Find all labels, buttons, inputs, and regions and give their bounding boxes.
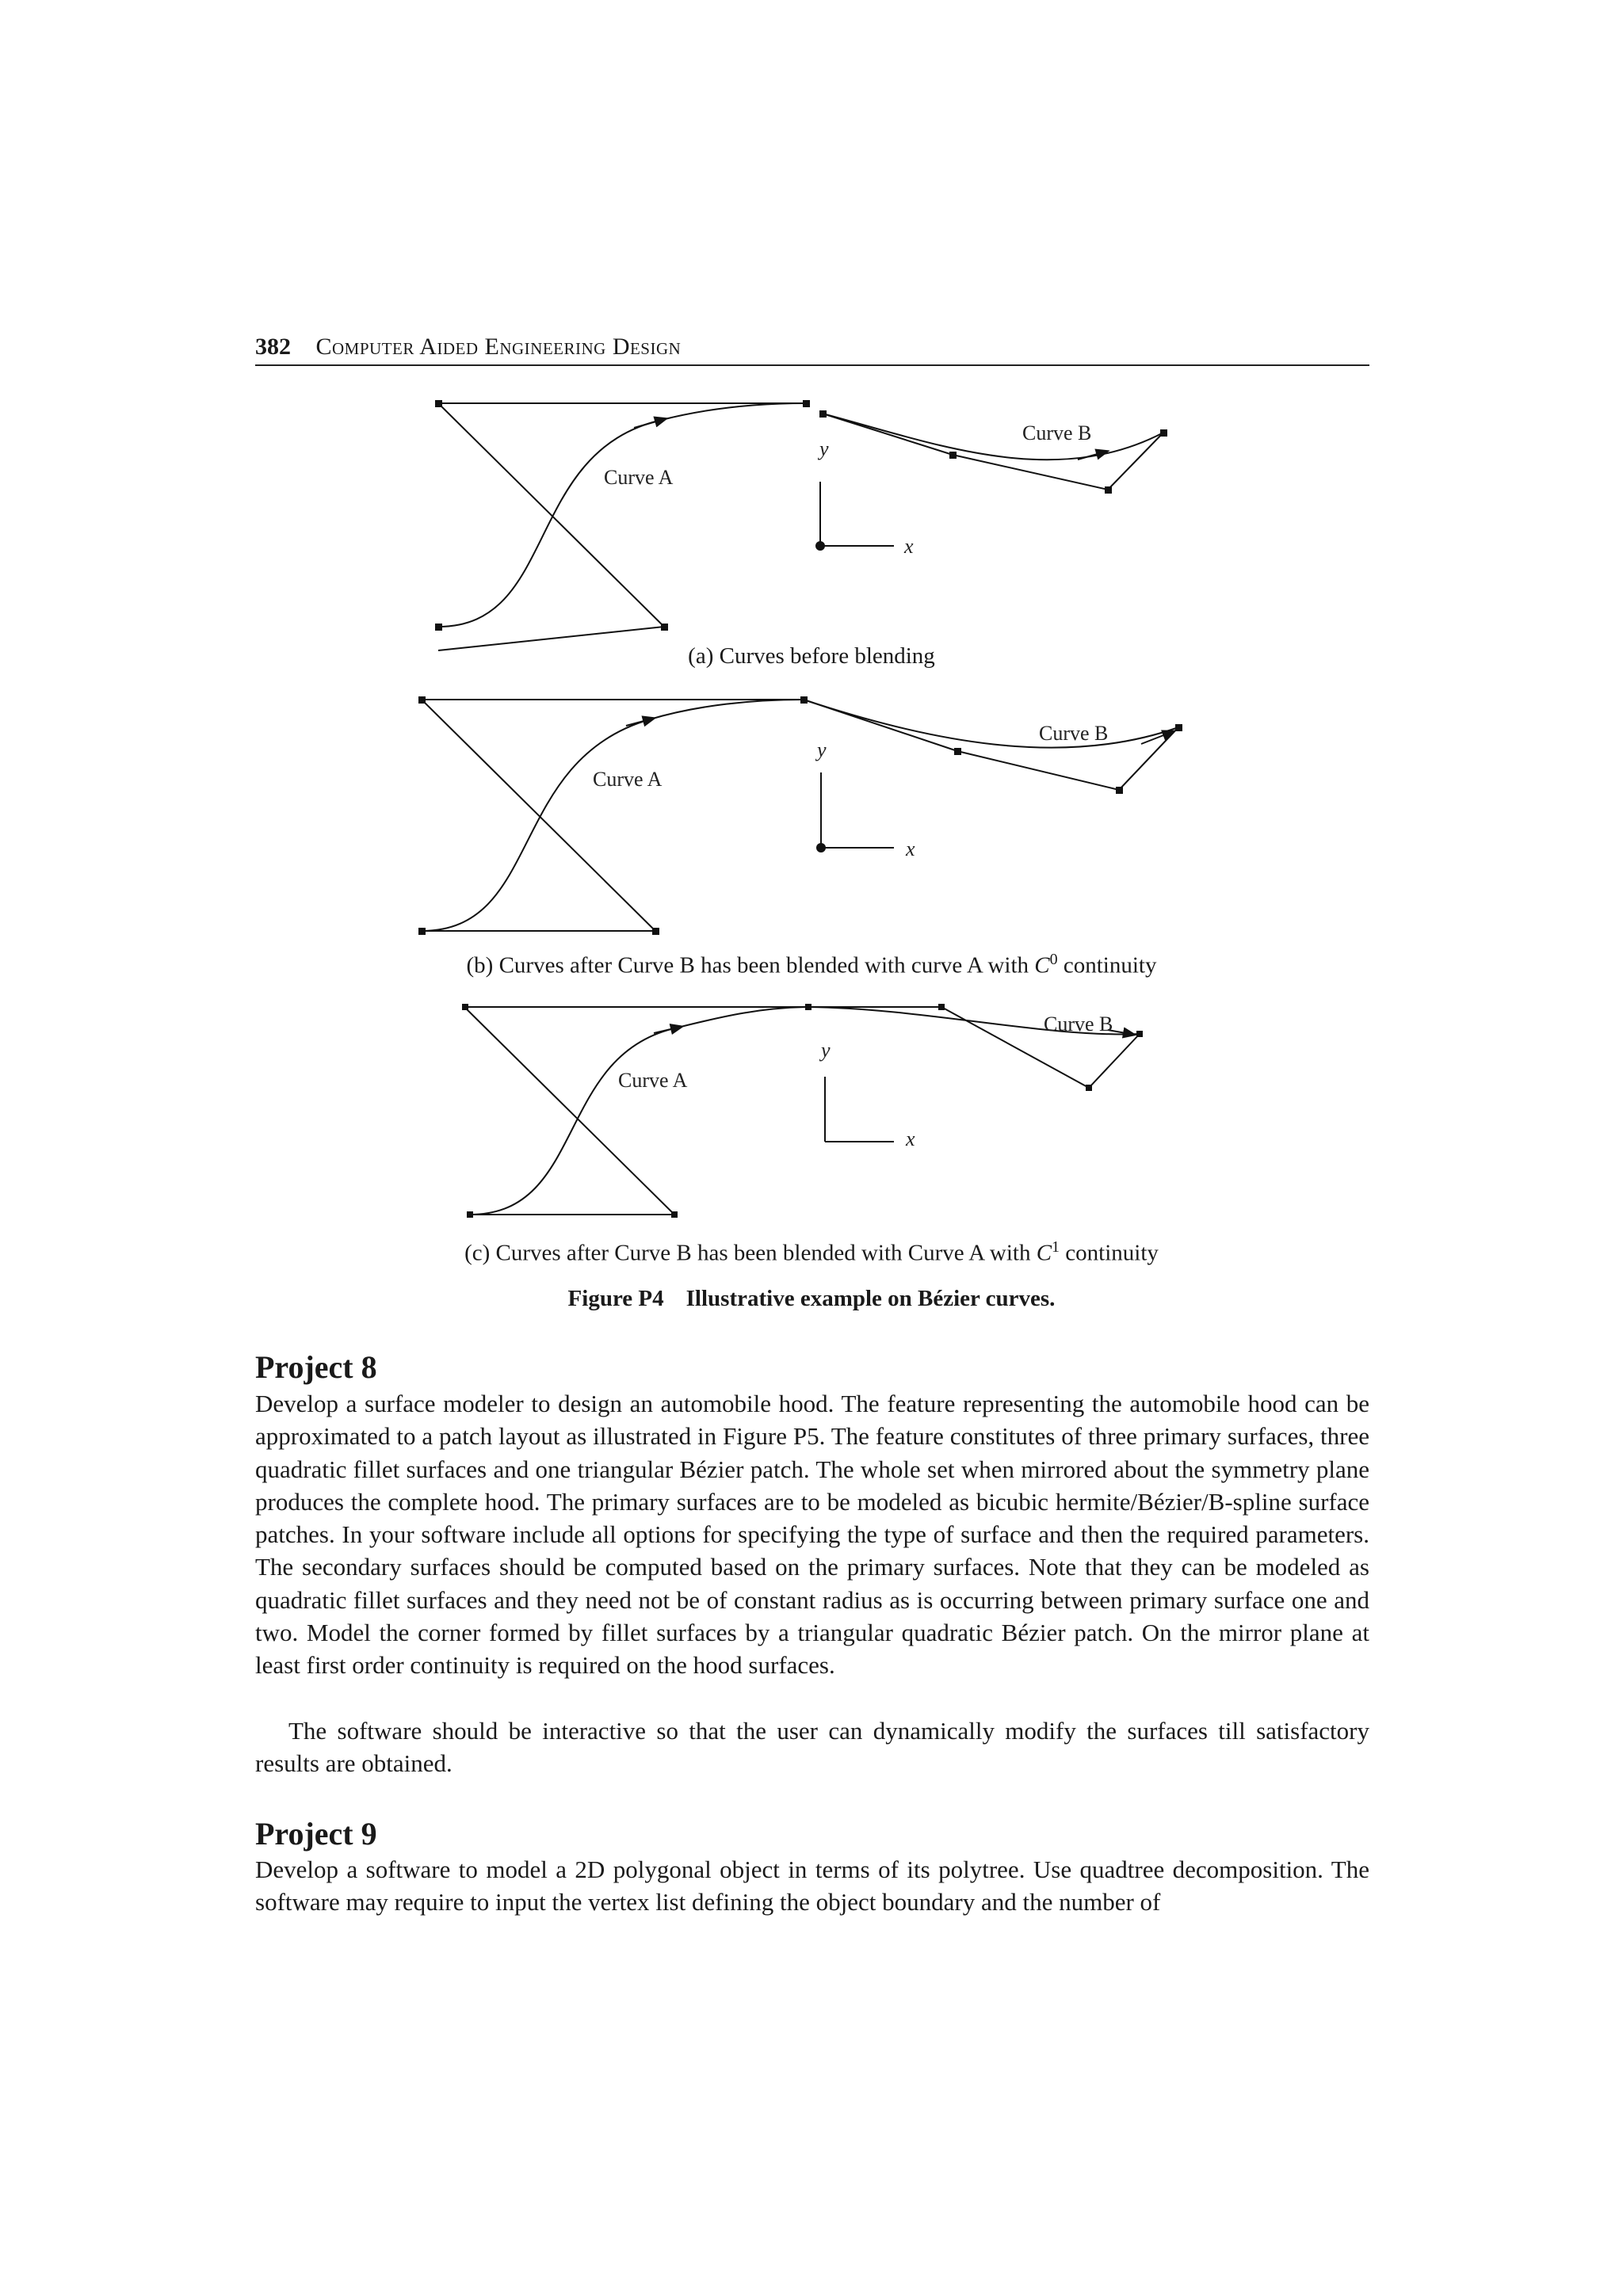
project-8-paragraph-1: Develop a surface modeler to design an automobile hood. The feature representing the automobile hood can be approximated to a patch layout as illustrated in Figure P5. The feature constitutes of three primary surfaces, three quadratic fillet surfaces and one triangular Bézier patch. The whole set when mirrored about the symmetry plane produces the complete hood. The primary surfaces are to be modeled as bicubic hermite/Bézier/B-spline surface patches. In your software include all options for specifying the type of surface and then the required parameters. The secondary surfaces should be computed based on the primary surfaces. Note that they can be modeled as quadratic fillet surfaces and they need not be of constant radius as is occurring between primary surface one and two. Model the corner formed by fillet surfaces by a triangular quadratic Bézier patch. On the mirror plane at least first order continuity is required on the hood surfaces. xyxy=(255,1390,1369,1680)
axis-x-label: x xyxy=(904,535,914,558)
page-number: 382 xyxy=(255,334,291,360)
curve-a xyxy=(422,700,804,931)
project-9-paragraph-1: Develop a software to model a 2D polygonal object in terms of its polytree. Use quadtree decomposition. The software may require to input the vertex list defining the object boundary and the number of xyxy=(255,1855,1369,1917)
axis-y-label: y xyxy=(821,1039,831,1062)
axes xyxy=(816,772,894,852)
caption-text: (c) Curves after Curve B has been blended with Curve A with xyxy=(464,1240,1037,1266)
panel-c xyxy=(462,1004,1143,1218)
caption-text-end: continuity xyxy=(1060,1240,1159,1266)
curve-a xyxy=(470,1007,808,1215)
curve-b-label: Curve B xyxy=(1044,1013,1113,1035)
panel-b-caption xyxy=(0,951,1623,979)
curve-a xyxy=(438,403,806,627)
curve-a-label: Curve A xyxy=(593,768,663,791)
panel-c-caption xyxy=(0,1238,1623,1267)
figure-caption-text: Illustrative example on Bézier curves. xyxy=(685,1286,1056,1311)
control-points xyxy=(462,1004,1143,1218)
curve-b xyxy=(804,700,1178,748)
project-8-paragraph-2: The software should be interactive so that the user can dynamically modify the surfaces till satisfactory results are obtained. xyxy=(255,1717,1369,1778)
curve-a-label: Curve A xyxy=(618,1069,688,1092)
curve-a-control-polygon xyxy=(438,403,806,650)
curve-a-label: Curve A xyxy=(604,466,674,489)
caption-text: (b) Curves after Curve B has been blended with curve A with xyxy=(466,952,1035,978)
axis-x-label: x xyxy=(906,1127,915,1150)
curve-a-control-polygon xyxy=(464,1007,808,1215)
axes xyxy=(825,1077,894,1142)
caption-text-end: continuity xyxy=(1057,952,1157,978)
project-9-title: Project 9 xyxy=(255,1816,377,1852)
figure-label: Figure P4 xyxy=(567,1286,664,1311)
figure-caption xyxy=(0,1286,1623,1312)
curve-b xyxy=(823,414,1163,460)
axis-x-label: x xyxy=(906,837,915,860)
caption-symbol: C xyxy=(1036,1240,1052,1266)
curve-b-label: Curve B xyxy=(1022,421,1092,444)
axes xyxy=(815,482,894,551)
caption-superscript: 0 xyxy=(1049,951,1058,968)
axis-y-label: y xyxy=(817,738,827,761)
panel-a-caption: (a) Curves before blending xyxy=(688,643,935,669)
caption-symbol: C xyxy=(1034,952,1050,978)
curve-b-label: Curve B xyxy=(1039,722,1109,745)
caption-superscript: 1 xyxy=(1052,1238,1060,1256)
axis-y-label: y xyxy=(819,437,829,460)
running-title: Computer Aided Engineering Design xyxy=(315,334,682,360)
project-8-title: Project 8 xyxy=(255,1349,377,1385)
